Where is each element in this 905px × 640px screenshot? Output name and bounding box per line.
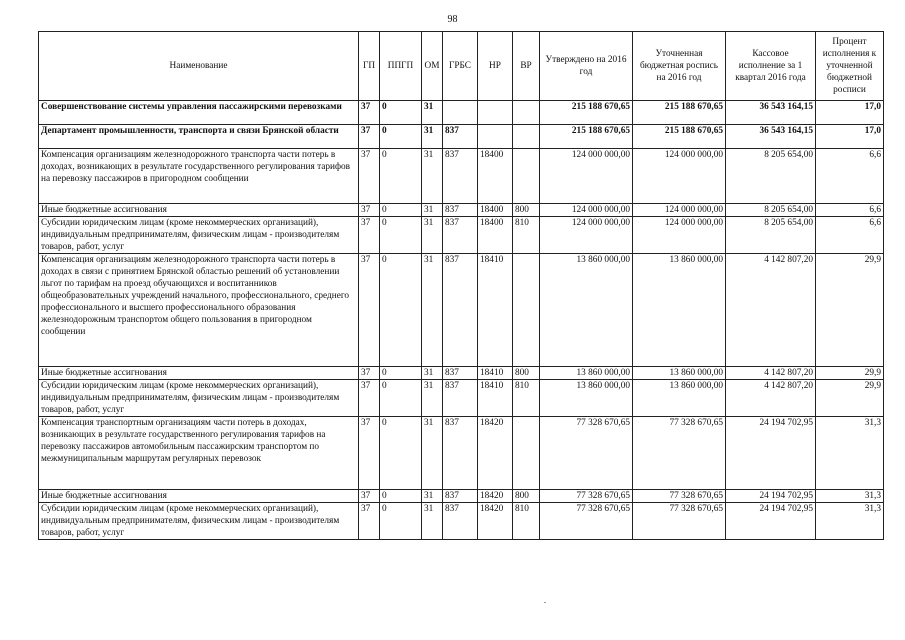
cell-name: Совершенствование системы управления пассажирскими перевозками (39, 101, 359, 125)
cell-approved: 215 188 670,65 (540, 101, 633, 125)
cell-vr: 800 (513, 367, 540, 380)
cell-om: 31 (422, 503, 443, 540)
cell-gp: 37 (359, 417, 380, 490)
cell-refined: 13 860 000,00 (633, 380, 726, 417)
cell-name: Компенсация организациям железнодорожного транспорта части потерь в доходах в связи с принятием Брянской областью решений об установлении льгот по тарифам на проезд обучающихся и воспитанников общеобразовательных учреждений начального, профессионального, среднего профессионального и высшего профессионального образования железнодорожным транспортом общего пользования в пригородном сообщении (39, 254, 359, 367)
cell-percent: 6,6 (816, 217, 884, 254)
cell-np: 18410 (478, 254, 513, 367)
table-row (39, 101, 884, 125)
cell-vr: 810 (513, 217, 540, 254)
cell-grbs: 837 (443, 417, 478, 490)
cell-cash: 4 142 807,20 (726, 380, 816, 417)
cell-percent: 29,9 (816, 380, 884, 417)
cell-np: 18410 (478, 367, 513, 380)
cell-refined: 215 188 670,65 (633, 125, 726, 149)
table-row (39, 380, 884, 417)
cell-ppgp: 0 (380, 125, 422, 149)
cell-percent: 17,0 (816, 101, 884, 125)
cell-name: Иные бюджетные ассигнования (39, 204, 359, 217)
cell-vr (513, 125, 540, 149)
table-row (39, 149, 884, 204)
cell-vr: 800 (513, 204, 540, 217)
cell-ppgp: 0 (380, 204, 422, 217)
cell-vr (513, 149, 540, 204)
header-name: Наименование (39, 32, 359, 101)
cell-cash: 36 543 164,15 (726, 101, 816, 125)
cell-om: 31 (422, 367, 443, 380)
cell-refined: 77 328 670,65 (633, 417, 726, 490)
cell-percent: 6,6 (816, 204, 884, 217)
header-ppgp: ППГП (380, 32, 422, 101)
cell-om: 31 (422, 254, 443, 367)
cell-name: Субсидии юридическим лицам (кроме некоммерческих организаций), индивидуальным предпринимателям, физическим лицам - производителям товаров, работ, услуг (39, 503, 359, 540)
cell-np: 18400 (478, 204, 513, 217)
cell-gp: 37 (359, 217, 380, 254)
cell-approved: 13 860 000,00 (540, 367, 633, 380)
cell-grbs: 837 (443, 204, 478, 217)
header-approved: Утверждено на 2016 год (540, 32, 633, 101)
cell-refined: 77 328 670,65 (633, 503, 726, 540)
cell-np: 18400 (478, 217, 513, 254)
cell-percent: 31,3 (816, 417, 884, 490)
cell-name: Компенсация транспортным организациям части потерь в доходах, возникающих в результате государственного регулирования тарифов на перевозку пассажиров автомобильным пассажирским транспортом по межмуниципальным маршрутам регулярных перевозок (39, 417, 359, 490)
cell-gp: 37 (359, 490, 380, 503)
cell-grbs: 837 (443, 217, 478, 254)
cell-vr: 800 (513, 490, 540, 503)
cell-refined: 124 000 000,00 (633, 217, 726, 254)
cell-name: Субсидии юридическим лицам (кроме некоммерческих организаций), индивидуальным предпринимателям, физическим лицам - производителям товаров, работ, услуг (39, 380, 359, 417)
header-cash: Кассовое исполнение за 1 квартал 2016 года (726, 32, 816, 101)
cell-gp: 37 (359, 254, 380, 367)
cell-np: 18420 (478, 417, 513, 490)
cell-percent: 29,9 (816, 254, 884, 367)
cell-percent: 31,3 (816, 503, 884, 540)
cell-gp: 37 (359, 149, 380, 204)
cell-approved: 124 000 000,00 (540, 149, 633, 204)
cell-np: 18420 (478, 490, 513, 503)
cell-name: Иные бюджетные ассигнования (39, 490, 359, 503)
cell-vr: 810 (513, 380, 540, 417)
cell-om: 31 (422, 101, 443, 125)
cell-om: 31 (422, 417, 443, 490)
cell-ppgp: 0 (380, 254, 422, 367)
cell-ppgp: 0 (380, 149, 422, 204)
cell-np (478, 101, 513, 125)
cell-refined: 13 860 000,00 (633, 367, 726, 380)
cell-grbs: 837 (443, 149, 478, 204)
cell-refined: 215 188 670,65 (633, 101, 726, 125)
header-percent: Процент исполнения к уточненной бюджетной росписи (816, 32, 884, 101)
cell-ppgp: 0 (380, 367, 422, 380)
cell-vr (513, 101, 540, 125)
cell-gp: 37 (359, 503, 380, 540)
cell-grbs: 837 (443, 490, 478, 503)
cell-name: Департамент промышленности, транспорта и связи Брянской области (39, 125, 359, 149)
cell-cash: 8 205 654,00 (726, 149, 816, 204)
cell-cash: 8 205 654,00 (726, 217, 816, 254)
cell-grbs: 837 (443, 254, 478, 367)
cell-om: 31 (422, 490, 443, 503)
table-row (39, 417, 884, 490)
cell-gp: 37 (359, 101, 380, 125)
cell-ppgp: 0 (380, 503, 422, 540)
cell-refined: 13 860 000,00 (633, 254, 726, 367)
cell-refined: 124 000 000,00 (633, 149, 726, 204)
table-row (39, 503, 884, 540)
cell-approved: 124 000 000,00 (540, 217, 633, 254)
cell-grbs: 837 (443, 380, 478, 417)
cell-cash: 24 194 702,95 (726, 417, 816, 490)
header-np: НР (478, 32, 513, 101)
cell-gp: 37 (359, 380, 380, 417)
cell-ppgp: 0 (380, 417, 422, 490)
table-row (39, 490, 884, 503)
cell-om: 31 (422, 217, 443, 254)
cell-percent: 17,0 (816, 125, 884, 149)
cell-grbs: 837 (443, 367, 478, 380)
cell-vr (513, 417, 540, 490)
cell-ppgp: 0 (380, 101, 422, 125)
cell-grbs: 837 (443, 503, 478, 540)
table-row (39, 204, 884, 217)
cell-vr (513, 254, 540, 367)
cell-om: 31 (422, 149, 443, 204)
header-vr: ВР (513, 32, 540, 101)
header-om: ОМ (422, 32, 443, 101)
budget-table (38, 31, 884, 540)
cell-refined: 77 328 670,65 (633, 490, 726, 503)
header-grbs: ГРБС (443, 32, 478, 101)
cell-percent: 6,6 (816, 149, 884, 204)
cell-gp: 37 (359, 204, 380, 217)
cell-cash: 36 543 164,15 (726, 125, 816, 149)
cell-approved: 13 860 000,00 (540, 254, 633, 367)
table-row (39, 254, 884, 367)
cell-np: 18410 (478, 380, 513, 417)
scan-speck (544, 602, 546, 603)
cell-cash: 24 194 702,95 (726, 503, 816, 540)
cell-np: 18400 (478, 149, 513, 204)
header-row (39, 32, 884, 101)
table-row (39, 125, 884, 149)
cell-ppgp: 0 (380, 380, 422, 417)
cell-grbs (443, 101, 478, 125)
cell-om: 31 (422, 125, 443, 149)
cell-np: 18420 (478, 503, 513, 540)
cell-approved: 77 328 670,65 (540, 417, 633, 490)
header-gp: ГП (359, 32, 380, 101)
cell-gp: 37 (359, 125, 380, 149)
cell-approved: 77 328 670,65 (540, 490, 633, 503)
cell-approved: 215 188 670,65 (540, 125, 633, 149)
cell-name: Компенсация организациям железнодорожного транспорта части потерь в доходах, возникающих в результате государственного регулирования тарифов на перевозку пассажиров в пригородном сообщении (39, 149, 359, 204)
cell-approved: 77 328 670,65 (540, 503, 633, 540)
cell-grbs: 837 (443, 125, 478, 149)
cell-om: 31 (422, 204, 443, 217)
cell-cash: 4 142 807,20 (726, 254, 816, 367)
table-row (39, 217, 884, 254)
cell-approved: 124 000 000,00 (540, 204, 633, 217)
cell-name: Субсидии юридическим лицам (кроме некоммерческих организаций), индивидуальным предпринимателям, физическим лицам - производителям товаров, работ, услуг (39, 217, 359, 254)
cell-approved: 13 860 000,00 (540, 380, 633, 417)
cell-gp: 37 (359, 367, 380, 380)
cell-refined: 124 000 000,00 (633, 204, 726, 217)
cell-cash: 8 205 654,00 (726, 204, 816, 217)
cell-name: Иные бюджетные ассигнования (39, 367, 359, 380)
cell-percent: 31,3 (816, 490, 884, 503)
table-row (39, 367, 884, 380)
cell-vr: 810 (513, 503, 540, 540)
header-refined: Уточненная бюджетная роспись на 2016 год (633, 32, 726, 101)
cell-cash: 24 194 702,95 (726, 490, 816, 503)
cell-percent: 29,9 (816, 367, 884, 380)
cell-ppgp: 0 (380, 217, 422, 254)
cell-np (478, 125, 513, 149)
cell-ppgp: 0 (380, 490, 422, 503)
cell-cash: 4 142 807,20 (726, 367, 816, 380)
cell-om: 31 (422, 380, 443, 417)
page-number: 98 (447, 14, 458, 25)
